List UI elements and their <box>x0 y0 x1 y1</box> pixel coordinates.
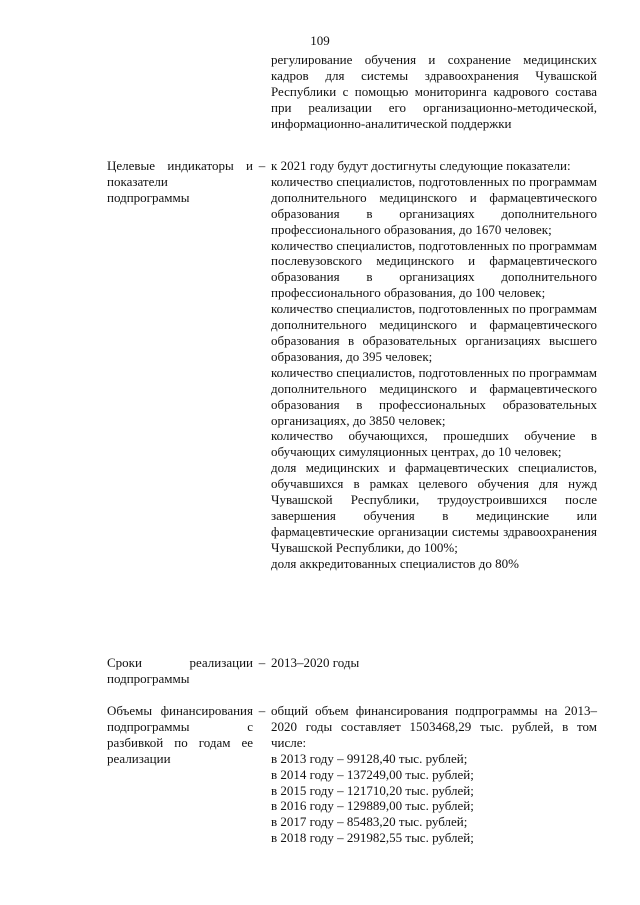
row-implementation-period <box>107 655 597 691</box>
content-paragraph: количество специалистов, подготовленных по программам дополнительного медицинского и фармацевтического образования в образовательных организациях высшего образования, до 395 человек; <box>271 301 597 364</box>
row-content <box>271 655 597 671</box>
content-paragraph: в 2015 году – 121710,20 тыс. рублей; <box>271 782 474 798</box>
content-paragraph: общий объем финансирования подпрограммы на 2013–2020 годы составляет 1503468,29 тыс. рублей, в том числе: <box>271 703 597 750</box>
content-paragraph: количество специалистов, подготовленных по программам дополнительного медицинского и фармацевтического образования в организациях дополнительного профессионального образования, до 1670 человек; <box>271 173 597 237</box>
row-label: Сроки реализации подпрограммы <box>107 655 253 686</box>
row-dash: – <box>258 158 266 173</box>
row-content <box>271 703 597 846</box>
content-paragraph: количество обучающихся, прошедших обучение в обучающих симуляционных центрах, до 10 человек; <box>271 428 597 460</box>
content-paragraph: количество специалистов, подготовленных по программам послевузовского медицинского и фармацевтического образования в организациях дополнительного профессионального образования, до 100 человек; <box>271 237 597 301</box>
content-paragraph: в 2014 году – 137249,00 тыс. рублей; <box>271 766 474 782</box>
content-paragraph: в 2018 году – 291982,55 тыс. рублей; <box>271 830 474 846</box>
content-paragraph: в 2017 году – 85483,20 тыс. рублей; <box>271 814 468 830</box>
row-label: Объемы финансирования подпрограммы с разбивкой по годам ее реализации <box>107 703 253 766</box>
intro-paragraph: регулирование обучения и сохранение медицинских кадров для системы здравоохранения Чувашской Республики с помощью мониторинга кадрового состава при реализации его организационно-методической, информационно-аналитической поддержки <box>271 52 597 131</box>
content-paragraph: доля медицинских и фармацевтических специалистов, обучавшихся в рамках целевого обучения для нужд Чувашской Республики, трудоустроившихся после завершения обучения в медицинские или фармацевтические организации системы здравоохранения Чувашской Республики, до 100%; <box>271 460 597 555</box>
row-dash: – <box>258 655 266 670</box>
content-paragraph: к 2021 году будут достигнуты следующие показатели: <box>271 158 571 173</box>
row-content <box>271 158 597 572</box>
row-label: Целевые индикаторы и показатели подпрограммы <box>107 158 253 205</box>
row-dash: – <box>258 703 266 718</box>
row-financing <box>107 703 597 863</box>
row-target-indicators <box>107 158 597 638</box>
content-paragraph: 2013–2020 годы <box>271 655 360 670</box>
content-paragraph: в 2013 году – 99128,40 тыс. рублей; <box>271 750 468 766</box>
content-paragraph: количество специалистов, подготовленных по программам дополнительного медицинского и фармацевтического образования в профессиональных образовательных организациях, до 3850 человек; <box>271 364 597 428</box>
content-paragraph: в 2016 году – 129889,00 тыс. рублей; <box>271 798 474 814</box>
content-paragraph: доля аккредитованных специалистов до 80% <box>271 555 519 571</box>
page-number: 109 <box>310 33 330 48</box>
